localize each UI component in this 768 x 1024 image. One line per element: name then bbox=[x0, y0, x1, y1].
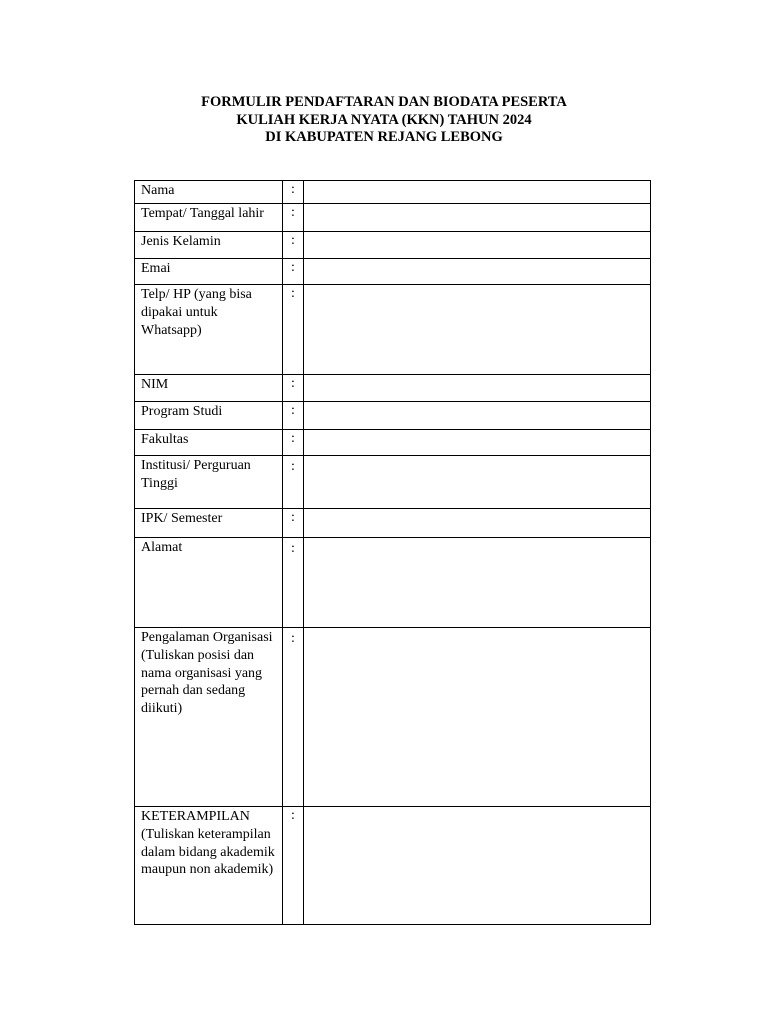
form-row-alamat bbox=[135, 538, 651, 628]
program-studi-field[interactable] bbox=[304, 402, 651, 430]
form-row-telp-hp bbox=[135, 285, 651, 375]
field-label: Telp/ HP (yang bisa dipakai untuk Whatsapp) bbox=[135, 285, 283, 375]
biodata-form-table bbox=[134, 180, 651, 925]
pengalaman-organisasi-field[interactable] bbox=[304, 628, 651, 807]
title-line-1: FORMULIR PENDAFTARAN DAN BIODATA PESERTA bbox=[201, 94, 567, 110]
tempat-tanggal-lahir-field[interactable] bbox=[304, 204, 651, 232]
institusi-field[interactable] bbox=[304, 456, 651, 509]
field-label: KETERAMPILAN (Tuliskan keterampilan dalam bidang akademik maupun non akademik) bbox=[135, 807, 283, 925]
form-row-nim bbox=[135, 375, 651, 402]
form-title bbox=[0, 94, 768, 147]
form-row-program-studi bbox=[135, 402, 651, 430]
field-separator: : bbox=[283, 509, 304, 538]
field-label: IPK/ Semester bbox=[135, 509, 283, 538]
form-row-email bbox=[135, 259, 651, 285]
field-separator: : bbox=[283, 402, 304, 430]
field-separator: : bbox=[283, 259, 304, 285]
field-label: Pengalaman Organisasi (Tuliskan posisi dan nama organisasi yang pernah dan sedang diikuti) bbox=[135, 628, 283, 807]
field-label: Program Studi bbox=[135, 402, 283, 430]
field-separator: : bbox=[283, 456, 304, 509]
field-label: NIM bbox=[135, 375, 283, 402]
nama-field[interactable] bbox=[304, 181, 651, 204]
field-separator: : bbox=[283, 181, 304, 204]
field-separator: : bbox=[283, 538, 304, 628]
form-row-jenis-kelamin bbox=[135, 232, 651, 259]
field-separator: : bbox=[283, 430, 304, 456]
field-label: Fakultas bbox=[135, 430, 283, 456]
form-row-pengalaman-organisasi bbox=[135, 628, 651, 807]
field-separator: : bbox=[283, 232, 304, 259]
ipk-semester-field[interactable] bbox=[304, 509, 651, 538]
field-separator: : bbox=[283, 375, 304, 402]
field-separator: : bbox=[283, 204, 304, 232]
form-row-keterampilan bbox=[135, 807, 651, 925]
field-label: Alamat bbox=[135, 538, 283, 628]
field-separator: : bbox=[283, 807, 304, 925]
form-row-tempat-tanggal-lahir bbox=[135, 204, 651, 232]
field-separator: : bbox=[283, 628, 304, 807]
field-label: Nama bbox=[135, 181, 283, 204]
jenis-kelamin-field[interactable] bbox=[304, 232, 651, 259]
field-label: Tempat/ Tanggal lahir bbox=[135, 204, 283, 232]
form-row-institusi bbox=[135, 456, 651, 509]
field-label: Institusi/ Perguruan Tinggi bbox=[135, 456, 283, 509]
title-line-2: KULIAH KERJA NYATA (KKN) TAHUN 2024 bbox=[236, 111, 532, 128]
field-label: Emai bbox=[135, 259, 283, 285]
form-row-fakultas bbox=[135, 430, 651, 456]
field-label: Jenis Kelamin bbox=[135, 232, 283, 259]
nim-field[interactable] bbox=[304, 375, 651, 402]
alamat-field[interactable] bbox=[304, 538, 651, 628]
form-row-ipk-semester bbox=[135, 509, 651, 538]
title-line-3: DI KABUPATEN REJANG LEBONG bbox=[265, 129, 503, 145]
form-row-nama bbox=[135, 181, 651, 204]
fakultas-field[interactable] bbox=[304, 430, 651, 456]
telp-hp-field[interactable] bbox=[304, 285, 651, 375]
email-field[interactable] bbox=[304, 259, 651, 285]
field-separator: : bbox=[283, 285, 304, 375]
keterampilan-field[interactable] bbox=[304, 807, 651, 925]
